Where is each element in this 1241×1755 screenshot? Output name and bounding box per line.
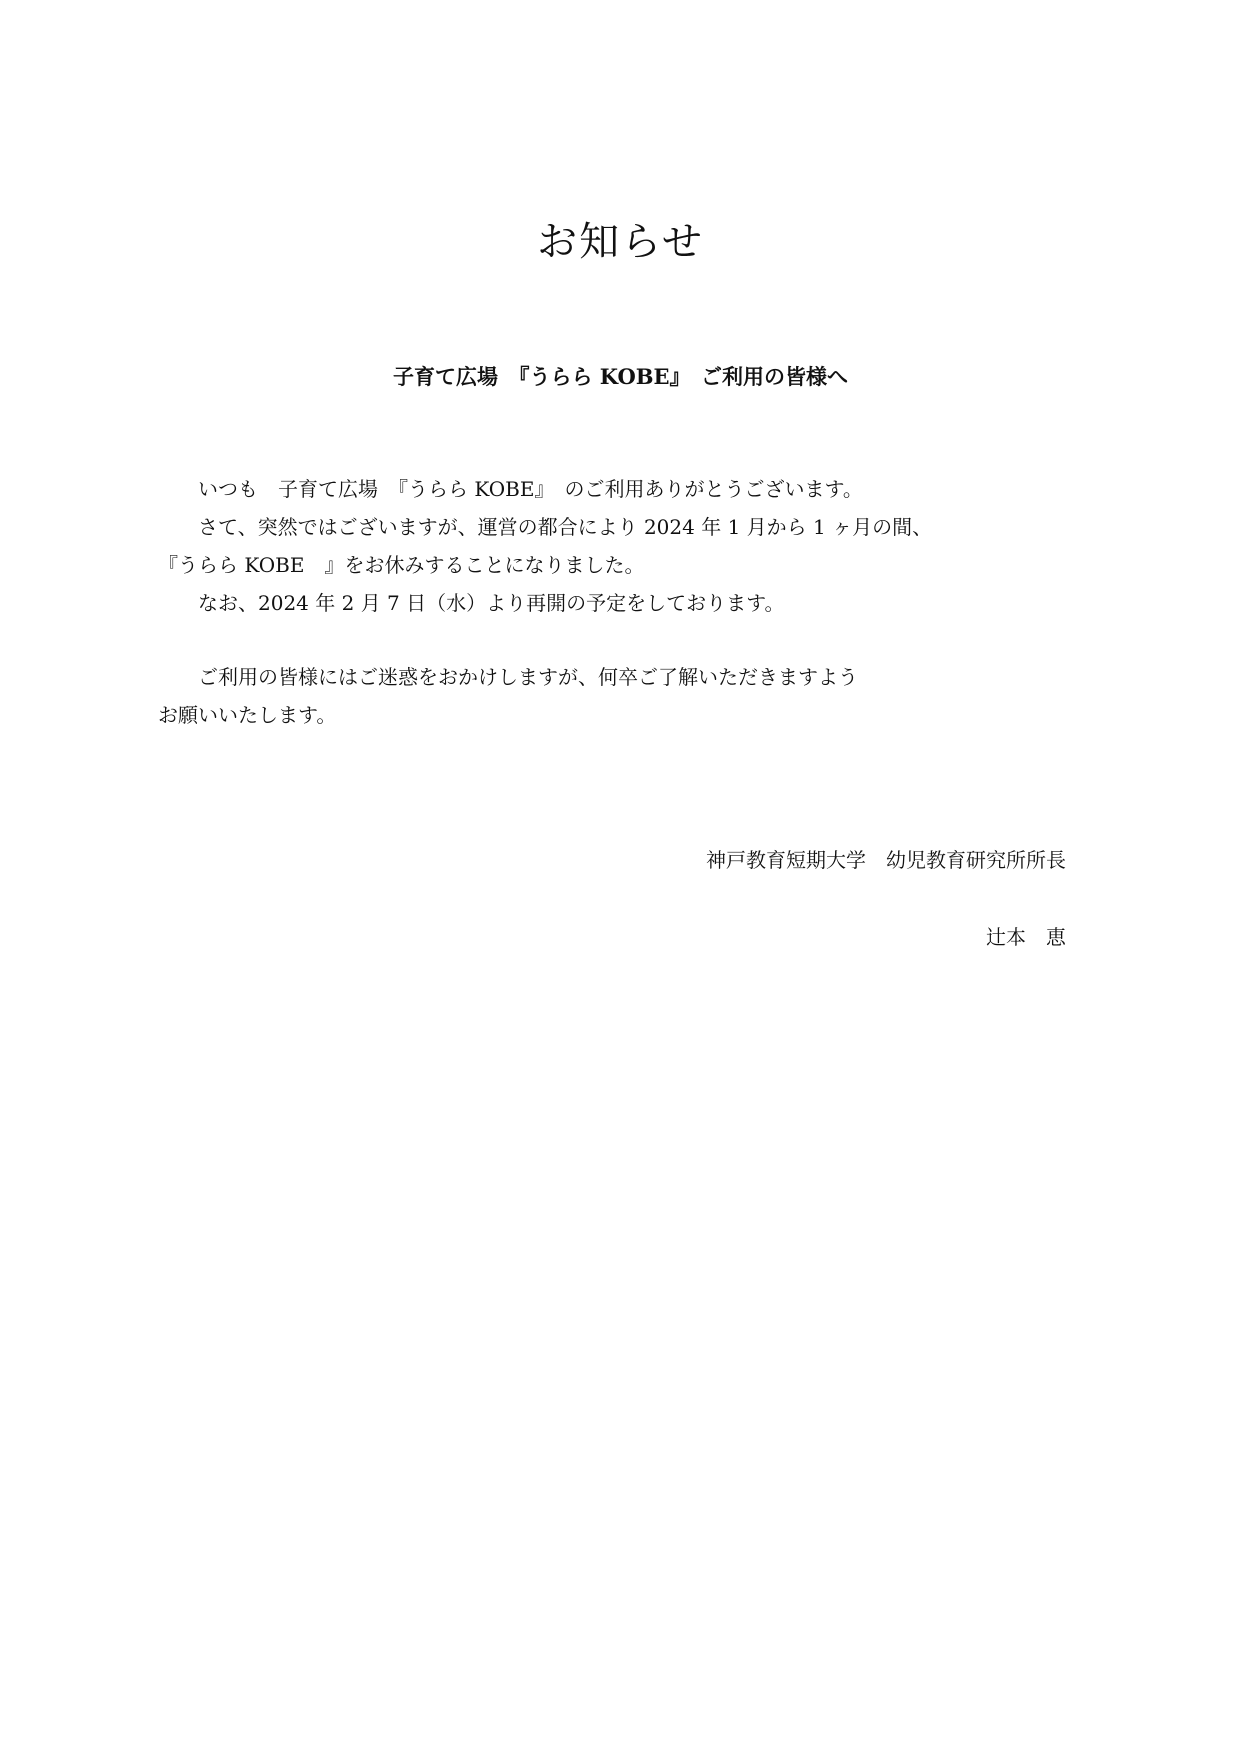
body-line-2: さて、突然ではございますが、運営の都合により 2024 年 1 月から 1 ヶ月の間、	[178, 515, 933, 539]
body-line-4: なお、2024 年 2 月 7 日（水）より再開の予定をしております。	[178, 591, 785, 615]
notice-addressee: 子育て広場 『うらら KOBE』 ご利用の皆様へ	[392, 364, 849, 389]
body-line-5: ご利用の皆様にはご迷惑をおかけしますが、何卒ご了解いただきますよう	[178, 665, 858, 689]
body-line-1: いつも 子育て広場 『うらら KOBE』 のご利用ありがとうございます。	[178, 477, 863, 501]
body-line-6: お願いいたします。	[158, 703, 337, 727]
body-line-3: 『うらら KOBE 』をお休みすることになりました。	[158, 553, 645, 577]
signature-organization: 神戸教育短期大学 幼児教育研究所所長	[706, 848, 1066, 872]
signature-name: 辻本 恵	[986, 925, 1066, 949]
notice-title: お知らせ	[537, 219, 704, 265]
